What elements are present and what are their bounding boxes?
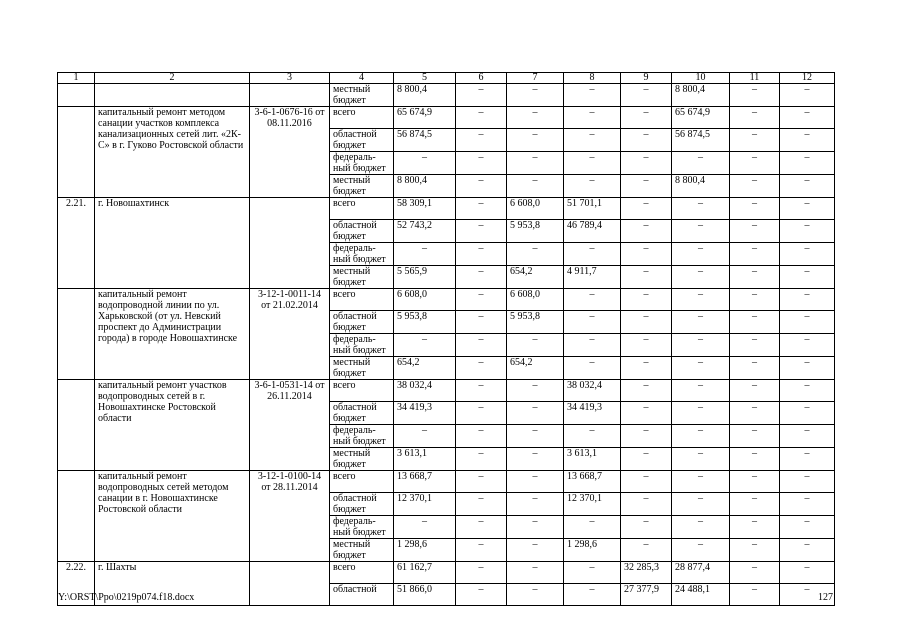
funding-source-cell: федераль-ный бюджет <box>330 334 394 357</box>
empty-value-cell: – <box>456 584 507 606</box>
column-number-header: 3 <box>250 73 330 84</box>
amount-cell: 6 608,0 <box>507 289 564 311</box>
object-name-cell: капитальный ремонт участков водопроводных сетей в г. Новошахтинске Ростовской области <box>95 380 250 471</box>
document-cell: 3-6-1-0676-16 от 08.11.2016 <box>250 107 330 198</box>
empty-value-cell: – <box>507 584 564 606</box>
funding-source-cell: федераль-ный бюджет <box>330 243 394 266</box>
amount-cell: 56 874,5 <box>672 129 730 152</box>
empty-value-cell: – <box>730 220 780 243</box>
empty-value-cell: – <box>780 425 835 448</box>
document-cell: 3-12-1-0100-14 от 28.11.2014 <box>250 471 330 562</box>
empty-value-cell: – <box>507 107 564 129</box>
amount-cell: 13 668,7 <box>394 471 456 493</box>
empty-value-cell: – <box>780 243 835 266</box>
empty-value-cell: – <box>394 425 456 448</box>
empty-value-cell: – <box>456 516 507 539</box>
column-number-header: 12 <box>780 73 835 84</box>
empty-value-cell: – <box>564 334 621 357</box>
empty-value-cell: – <box>507 129 564 152</box>
empty-value-cell: – <box>507 334 564 357</box>
empty-value-cell: – <box>730 311 780 334</box>
table-row <box>58 380 835 402</box>
empty-value-cell: – <box>564 584 621 606</box>
empty-value-cell: – <box>456 152 507 175</box>
empty-value-cell: – <box>672 448 730 471</box>
amount-cell: 5 953,8 <box>394 311 456 334</box>
empty-value-cell: – <box>780 175 835 198</box>
empty-value-cell: – <box>621 175 672 198</box>
empty-value-cell: – <box>730 84 780 107</box>
row-number-cell <box>58 471 95 562</box>
empty-value-cell: – <box>730 539 780 562</box>
amount-cell: 8 800,4 <box>394 175 456 198</box>
empty-value-cell: – <box>456 402 507 425</box>
amount-cell: 13 668,7 <box>564 471 621 493</box>
row-number-cell <box>58 84 95 107</box>
empty-value-cell: – <box>564 562 621 584</box>
row-number-cell: 2.22. <box>58 562 95 606</box>
empty-value-cell: – <box>672 311 730 334</box>
empty-value-cell: – <box>730 129 780 152</box>
column-number-header: 6 <box>456 73 507 84</box>
amount-cell: 56 874,5 <box>394 129 456 152</box>
funding-source-cell: федераль-ный бюджет <box>330 516 394 539</box>
empty-value-cell: – <box>621 311 672 334</box>
amount-cell: 27 377,9 <box>621 584 672 606</box>
table-row <box>58 84 835 107</box>
empty-value-cell: – <box>780 471 835 493</box>
empty-value-cell: – <box>456 198 507 220</box>
amount-cell: 654,2 <box>507 357 564 380</box>
empty-value-cell: – <box>621 425 672 448</box>
amount-cell: 654,2 <box>394 357 456 380</box>
empty-value-cell: – <box>507 493 564 516</box>
empty-value-cell: – <box>780 516 835 539</box>
empty-value-cell: – <box>394 334 456 357</box>
empty-value-cell: – <box>621 198 672 220</box>
empty-value-cell: – <box>507 175 564 198</box>
empty-value-cell: – <box>672 402 730 425</box>
object-name-cell: г. Шахты <box>95 562 250 606</box>
empty-value-cell: – <box>456 289 507 311</box>
empty-value-cell: – <box>730 380 780 402</box>
amount-cell: 12 370,1 <box>564 493 621 516</box>
empty-value-cell: – <box>456 539 507 562</box>
empty-value-cell: – <box>672 289 730 311</box>
empty-value-cell: – <box>672 243 730 266</box>
amount-cell: 28 877,4 <box>672 562 730 584</box>
column-number-header: 5 <box>394 73 456 84</box>
funding-source-cell: областной бюджет <box>330 129 394 152</box>
empty-value-cell: – <box>621 266 672 289</box>
header-row <box>58 73 835 84</box>
document-cell: 3-6-1-0531-14 от 26.11.2014 <box>250 380 330 471</box>
column-number-header: 11 <box>730 73 780 84</box>
funding-source-cell: всего <box>330 289 394 311</box>
table-row <box>58 289 835 311</box>
table-row <box>58 198 835 220</box>
empty-value-cell: – <box>456 107 507 129</box>
amount-cell: 654,2 <box>507 266 564 289</box>
column-number-header: 1 <box>58 73 95 84</box>
empty-value-cell: – <box>730 152 780 175</box>
empty-value-cell: – <box>621 289 672 311</box>
empty-value-cell: – <box>672 220 730 243</box>
empty-value-cell: – <box>672 266 730 289</box>
empty-value-cell: – <box>780 584 835 606</box>
amount-cell: 32 285,3 <box>621 562 672 584</box>
funding-source-cell: областной бюджет <box>330 311 394 334</box>
amount-cell: 8 800,4 <box>394 84 456 107</box>
empty-value-cell: – <box>730 289 780 311</box>
empty-value-cell: – <box>672 152 730 175</box>
empty-value-cell: – <box>672 357 730 380</box>
empty-value-cell: – <box>507 448 564 471</box>
amount-cell: 24 488,1 <box>672 584 730 606</box>
empty-value-cell: – <box>780 129 835 152</box>
empty-value-cell: – <box>672 493 730 516</box>
empty-value-cell: – <box>394 152 456 175</box>
empty-value-cell: – <box>507 243 564 266</box>
empty-value-cell: – <box>564 152 621 175</box>
empty-value-cell: – <box>621 539 672 562</box>
empty-value-cell: – <box>780 198 835 220</box>
empty-value-cell: – <box>456 220 507 243</box>
empty-value-cell: – <box>507 562 564 584</box>
empty-value-cell: – <box>621 402 672 425</box>
empty-value-cell: – <box>456 448 507 471</box>
empty-value-cell: – <box>672 380 730 402</box>
funding-source-cell: всего <box>330 471 394 493</box>
empty-value-cell: – <box>780 220 835 243</box>
amount-cell: 12 370,1 <box>394 493 456 516</box>
empty-value-cell: – <box>780 107 835 129</box>
amount-cell: 3 613,1 <box>394 448 456 471</box>
empty-value-cell: – <box>730 402 780 425</box>
empty-value-cell: – <box>564 84 621 107</box>
funding-source-cell: федераль-ный бюджет <box>330 152 394 175</box>
funding-source-cell: областной бюджет <box>330 220 394 243</box>
empty-value-cell: – <box>456 175 507 198</box>
empty-value-cell: – <box>672 425 730 448</box>
empty-value-cell: – <box>507 152 564 175</box>
empty-value-cell: – <box>456 425 507 448</box>
empty-value-cell: – <box>730 357 780 380</box>
column-number-header: 10 <box>672 73 730 84</box>
column-number-header: 9 <box>621 73 672 84</box>
empty-value-cell: – <box>672 471 730 493</box>
empty-value-cell: – <box>621 471 672 493</box>
empty-value-cell: – <box>456 471 507 493</box>
amount-cell: 1 298,6 <box>394 539 456 562</box>
empty-value-cell: – <box>780 152 835 175</box>
row-number-cell <box>58 289 95 380</box>
funding-source-cell: областной бюджет <box>330 493 394 516</box>
column-number-header: 8 <box>564 73 621 84</box>
amount-cell: 5 953,8 <box>507 311 564 334</box>
empty-value-cell: – <box>564 175 621 198</box>
empty-value-cell: – <box>730 107 780 129</box>
empty-value-cell: – <box>456 266 507 289</box>
empty-value-cell: – <box>780 289 835 311</box>
empty-value-cell: – <box>564 243 621 266</box>
empty-value-cell: – <box>780 539 835 562</box>
empty-value-cell: – <box>730 493 780 516</box>
empty-value-cell: – <box>564 311 621 334</box>
empty-value-cell: – <box>780 357 835 380</box>
empty-value-cell: – <box>564 516 621 539</box>
empty-value-cell: – <box>564 425 621 448</box>
column-number-header: 2 <box>95 73 250 84</box>
empty-value-cell: – <box>564 289 621 311</box>
document-cell <box>250 562 330 606</box>
amount-cell: 3 613,1 <box>564 448 621 471</box>
funding-source-cell: федераль-ный бюджет <box>330 425 394 448</box>
empty-value-cell: – <box>621 334 672 357</box>
empty-value-cell: – <box>394 243 456 266</box>
amount-cell: 6 608,0 <box>507 198 564 220</box>
amount-cell: 6 608,0 <box>394 289 456 311</box>
funding-source-cell: местный бюджет <box>330 539 394 562</box>
table-row <box>58 471 835 493</box>
empty-value-cell: – <box>780 334 835 357</box>
empty-value-cell: – <box>780 562 835 584</box>
object-name-cell: капитальный ремонт водопроводных сетей методом санации в г. Новошахтинске Ростовской области <box>95 471 250 562</box>
funding-source-cell: местный бюджет <box>330 84 394 107</box>
document-cell <box>250 198 330 289</box>
empty-value-cell: – <box>564 107 621 129</box>
empty-value-cell: – <box>621 152 672 175</box>
amount-cell: 4 911,7 <box>564 266 621 289</box>
empty-value-cell: – <box>621 129 672 152</box>
empty-value-cell: – <box>456 493 507 516</box>
amount-cell: 61 162,7 <box>394 562 456 584</box>
funding-source-cell: местный бюджет <box>330 175 394 198</box>
object-name-cell: г. Новошахтинск <box>95 198 250 289</box>
funding-source-cell: всего <box>330 562 394 584</box>
empty-value-cell: – <box>621 220 672 243</box>
empty-value-cell: – <box>456 562 507 584</box>
document-cell: 3-12-1-0011-14 от 21.02.2014 <box>250 289 330 380</box>
empty-value-cell: – <box>621 107 672 129</box>
funding-source-cell: местный бюджет <box>330 357 394 380</box>
amount-cell: 65 674,9 <box>394 107 456 129</box>
empty-value-cell: – <box>507 84 564 107</box>
column-number-header: 7 <box>507 73 564 84</box>
funding-source-cell: местный бюджет <box>330 448 394 471</box>
empty-value-cell: – <box>730 516 780 539</box>
empty-value-cell: – <box>780 448 835 471</box>
funding-source-cell: всего <box>330 380 394 402</box>
empty-value-cell: – <box>730 243 780 266</box>
empty-value-cell: – <box>456 84 507 107</box>
empty-value-cell: – <box>456 380 507 402</box>
empty-value-cell: – <box>621 243 672 266</box>
row-number-cell: 2.21. <box>58 198 95 289</box>
table-row <box>58 562 835 584</box>
empty-value-cell: – <box>456 311 507 334</box>
empty-value-cell: – <box>456 243 507 266</box>
empty-value-cell: – <box>730 175 780 198</box>
amount-cell: 38 032,4 <box>394 380 456 402</box>
empty-value-cell: – <box>730 471 780 493</box>
object-name-cell: капитальный ремонт методом санации участков комплекса канализационных сетей лит. «2К-С» в г. Гуково Ростовской области <box>95 107 250 198</box>
amount-cell: 8 800,4 <box>672 84 730 107</box>
empty-value-cell: – <box>456 334 507 357</box>
amount-cell: 51 701,1 <box>564 198 621 220</box>
amount-cell: 46 789,4 <box>564 220 621 243</box>
footer-file-path: Y:\ORST\Ppo\0219p074.f18.docx <box>58 592 195 603</box>
empty-value-cell: – <box>456 129 507 152</box>
empty-value-cell: – <box>621 493 672 516</box>
amount-cell: 38 032,4 <box>564 380 621 402</box>
empty-value-cell: – <box>780 493 835 516</box>
object-name-cell: капитальный ремонт водопроводной линии по ул. Харьковской (от ул. Невский проспект до Администрации города) в городе Новошахтинске <box>95 289 250 380</box>
empty-value-cell: – <box>780 266 835 289</box>
empty-value-cell: – <box>730 266 780 289</box>
funding-source-cell: всего <box>330 198 394 220</box>
empty-value-cell: – <box>780 380 835 402</box>
funding-source-cell: областной бюджет <box>330 402 394 425</box>
empty-value-cell: – <box>564 357 621 380</box>
page-number: 127 <box>818 592 833 603</box>
empty-value-cell: – <box>672 516 730 539</box>
empty-value-cell: – <box>672 198 730 220</box>
funding-source-cell: всего <box>330 107 394 129</box>
amount-cell: 58 309,1 <box>394 198 456 220</box>
empty-value-cell: – <box>507 539 564 562</box>
empty-value-cell: – <box>730 198 780 220</box>
empty-value-cell: – <box>730 334 780 357</box>
empty-value-cell: – <box>780 402 835 425</box>
funding-source-cell: местный бюджет <box>330 266 394 289</box>
empty-value-cell: – <box>621 84 672 107</box>
amount-cell: 5 565,9 <box>394 266 456 289</box>
funding-source-cell: областной <box>330 584 394 606</box>
empty-value-cell: – <box>672 539 730 562</box>
row-number-cell <box>58 380 95 471</box>
empty-value-cell: – <box>730 448 780 471</box>
object-name-cell <box>95 84 250 107</box>
empty-value-cell: – <box>621 448 672 471</box>
empty-value-cell: – <box>621 516 672 539</box>
empty-value-cell: – <box>780 84 835 107</box>
amount-cell: 65 674,9 <box>672 107 730 129</box>
empty-value-cell: – <box>564 129 621 152</box>
empty-value-cell: – <box>394 516 456 539</box>
empty-value-cell: – <box>507 380 564 402</box>
row-number-cell <box>58 107 95 198</box>
empty-value-cell: – <box>507 516 564 539</box>
empty-value-cell: – <box>507 402 564 425</box>
budget-table <box>57 72 835 606</box>
empty-value-cell: – <box>730 425 780 448</box>
empty-value-cell: – <box>730 584 780 606</box>
column-number-header: 4 <box>330 73 394 84</box>
amount-cell: 34 419,3 <box>394 402 456 425</box>
document-cell <box>250 84 330 107</box>
empty-value-cell: – <box>456 357 507 380</box>
amount-cell: 1 298,6 <box>564 539 621 562</box>
amount-cell: 5 953,8 <box>507 220 564 243</box>
amount-cell: 8 800,4 <box>672 175 730 198</box>
amount-cell: 52 743,2 <box>394 220 456 243</box>
amount-cell: 51 866,0 <box>394 584 456 606</box>
table-row <box>58 107 835 129</box>
empty-value-cell: – <box>507 471 564 493</box>
amount-cell: 34 419,3 <box>564 402 621 425</box>
empty-value-cell: – <box>672 334 730 357</box>
empty-value-cell: – <box>780 311 835 334</box>
empty-value-cell: – <box>621 357 672 380</box>
empty-value-cell: – <box>507 425 564 448</box>
empty-value-cell: – <box>621 380 672 402</box>
empty-value-cell: – <box>730 562 780 584</box>
